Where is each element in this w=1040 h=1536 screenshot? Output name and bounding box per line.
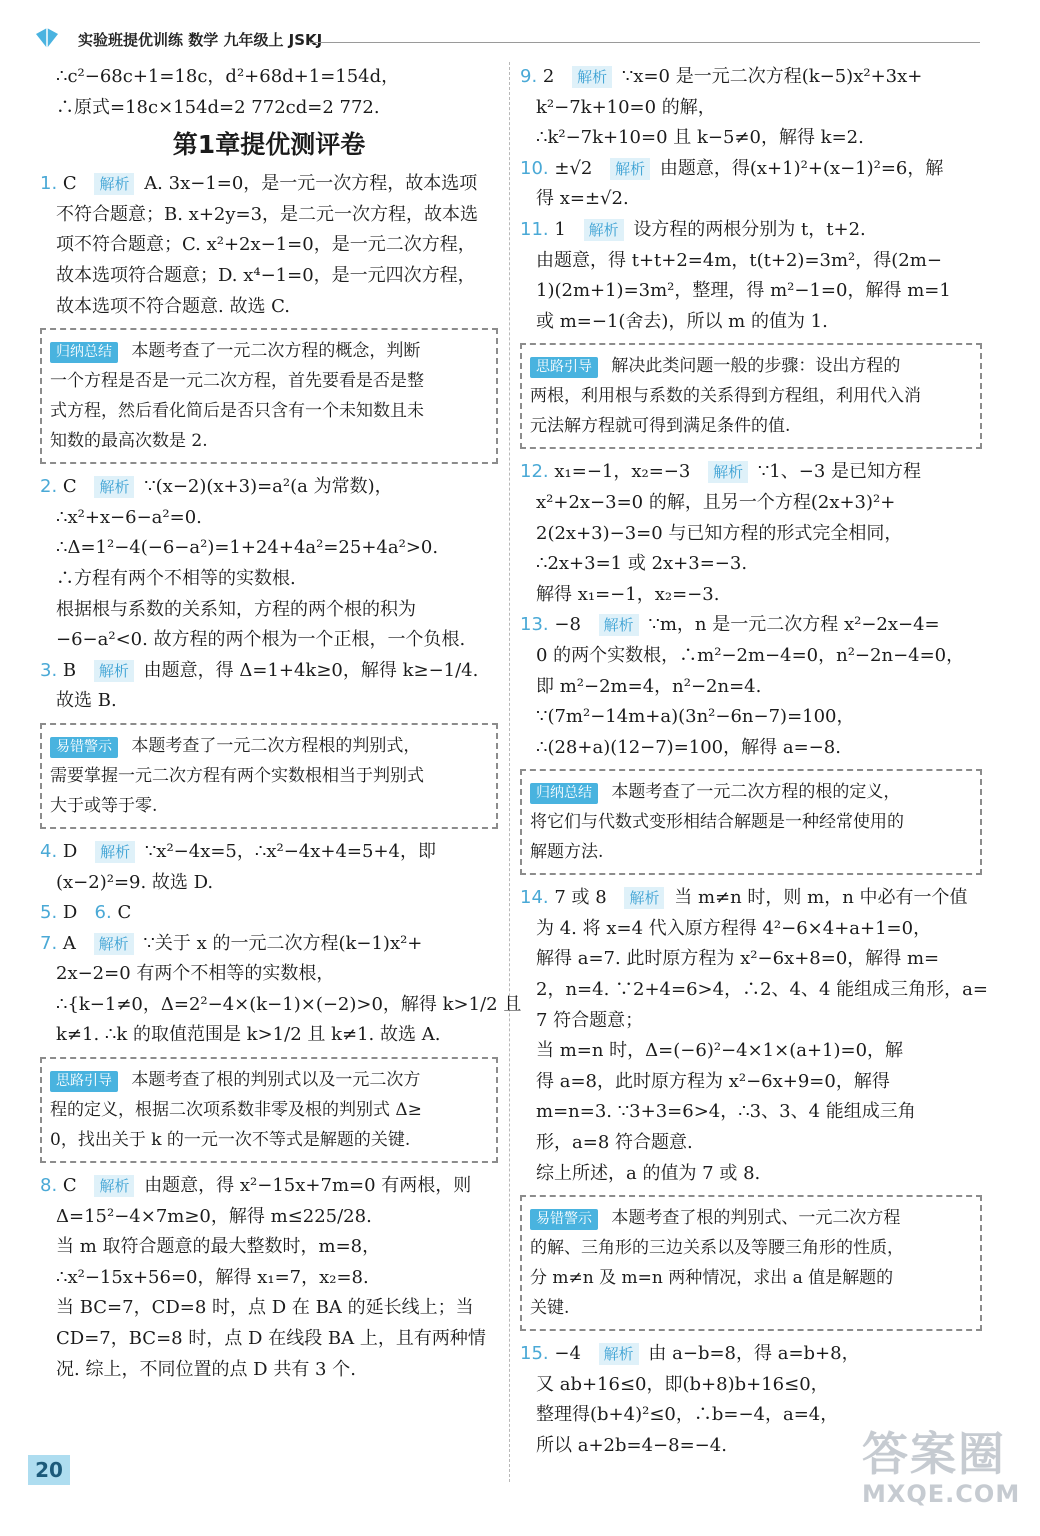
question-answer: D [62, 840, 78, 862]
question-answer: A [62, 932, 76, 954]
question-line [520, 154, 982, 185]
question-14 [520, 883, 988, 1189]
question-line: 2，n=4. ∵2+4=6>4，∴2、4、4 能组成三角形，a= [536, 979, 988, 1001]
box-tag: 思路引导 [50, 1071, 118, 1092]
header-rule [310, 42, 980, 43]
question-line: 项不符合题意；C. x²+2x−1=0，是一元二次方程， [56, 234, 476, 256]
question-line: ∴(28+a)(12−7)=100，解得 a=−8. [536, 736, 841, 758]
box-line: 大于或等于零. [50, 795, 158, 816]
question-number: 8. [40, 1175, 58, 1197]
watermark-logo [862, 1418, 1022, 1526]
question-number: 11. [520, 218, 549, 240]
question-answer: −8 [554, 614, 581, 636]
box-line [530, 1203, 972, 1233]
book-leaf-icon [34, 26, 60, 50]
question-text: 由题意，得 x²−15x+7m=0 有两根，则 [144, 1175, 472, 1197]
question-2 [40, 472, 498, 656]
question-number: 5. [40, 902, 58, 924]
question-line: 故选 B. [56, 690, 117, 712]
box-line: 分 m≠n 及 m=n 两种情况，求出 a 值是解题的 [530, 1268, 894, 1289]
question-text: 由 a−b=8，得 a=b+8， [648, 1343, 860, 1365]
box-line [530, 777, 972, 807]
summary-box [40, 328, 498, 464]
question-line: −6−a²<0. 故方程的两个根为一个正根，一个负根. [56, 629, 466, 651]
summary-box [520, 769, 982, 875]
question-line: 0 的两个实数根，∴m²−2m−4=0，n²−2n−4=0， [536, 644, 965, 666]
box-line: 式方程，然后看化简后是否只含有一个未知数且未 [50, 401, 424, 422]
left-column [40, 62, 522, 1385]
hint-box [40, 1057, 498, 1163]
question-text: 由题意，得 Δ=1+4k≥0，解得 k≥−1/4. [143, 659, 479, 681]
box-line: 关键. [530, 1298, 570, 1319]
question-line: ∴Δ=1²−4(−6−a²)=1+24+4a²=25+4a²>0. [56, 537, 439, 559]
box-line [530, 351, 972, 381]
question-answer: 7 或 8 [554, 887, 607, 909]
question-line: 整理得(b+4)²≤0，∴b=−4，a=4， [536, 1404, 839, 1426]
question-line: 当 m=n 时，Δ=(−6)²−4×1×(a+1)=0，解 [536, 1040, 904, 1062]
intro-line: ∴c²−68c+1=18c，d²+68d+1=154d， [56, 66, 400, 87]
question-line: 得 x=±√2. [536, 188, 629, 210]
question-line [520, 610, 982, 641]
question-text: ∵关于 x 的一元二次方程(k−1)x²+ [143, 932, 423, 954]
question-line: 当 BC=7，CD=8 时，点 D 在 BA 的延长线上；当 [56, 1297, 474, 1319]
question-line: 形，a=8 符合题意. [536, 1132, 693, 1154]
watermark-text: 答案圈 [862, 1427, 1006, 1481]
header-title: 实验班提优训练 数学 九年级上 JSKJ [78, 31, 323, 49]
warning-box [520, 1195, 982, 1331]
question-text: 设方程的两根分别为 t，t+2. [633, 218, 866, 240]
question-line: Δ=15²−4×7m≥0，解得 m≤225/28. [56, 1205, 372, 1227]
chapter-title: 第1章提优测评卷 [172, 130, 366, 160]
question-line: ∴2x+3=1 或 2x+3=−3. [536, 553, 748, 575]
box-text: 本题考查了一元二次方程根的判别式， [131, 735, 421, 756]
box-line: 一个方程是否是一元二次方程，首先要看是否是整 [50, 371, 424, 392]
question-line: ∴x²+x−6−a²=0. [56, 506, 202, 528]
question-line: 况. 综上，不同位置的点 D 共有 3 个. [56, 1358, 356, 1380]
question-line: 1)(2m+1)=3m²，整理，得 m²−1=0，解得 m=1 [536, 280, 951, 302]
analysis-tag: 解析 [94, 476, 134, 498]
right-column [520, 62, 988, 1462]
analysis-tag: 解析 [624, 887, 664, 909]
question-5-6 [40, 898, 498, 929]
question-line: ∴方程有两个不相等的实数根. [56, 567, 296, 589]
question-line: ∵(7m²−14m+a)(3n²−6n−7)=100， [536, 706, 855, 728]
box-tag: 易错警示 [530, 1209, 598, 1230]
question-line: 由题意，得 t+t+2=4m，t(t+2)=3m²，得(2m− [536, 249, 942, 271]
box-line: 知数的最高次数是 2. [50, 431, 208, 452]
question-line [520, 883, 982, 914]
question-line: 7 符合题意； [536, 1009, 644, 1031]
question-answer: C [62, 1175, 77, 1197]
box-text: 本题考查了一元二次方程的概念，判断 [131, 341, 421, 362]
question-line: 根据根与系数的关系知，方程的两个根的积为 [56, 598, 416, 620]
box-line: 需要掌握一元二次方程有两个实数根相当于判别式 [50, 765, 424, 786]
question-1 [40, 169, 498, 322]
question-line: 2x−2=0 有两个不相等的实数根， [56, 963, 335, 985]
analysis-tag: 解析 [599, 614, 639, 636]
question-line: 当 m 取符合题意的最大整数时，m=8， [56, 1236, 381, 1258]
box-text: 本题考查了一元二次方程的根的定义， [611, 782, 901, 803]
question-7 [40, 929, 522, 1051]
question-line: 解得 x₁=−1，x₂=−3. [536, 583, 720, 605]
question-4 [40, 837, 498, 898]
question-number: 10. [520, 157, 549, 179]
question-12 [520, 457, 982, 610]
question-text: 当 m≠n 时，则 m，n 中必有一个值 [674, 887, 968, 909]
question-answer: B [62, 659, 77, 681]
question-line: 2(2x+3)−3=0 与已知方程的形式完全相同， [536, 522, 903, 544]
question-text: 由题意，得(x+1)²+(x−1)²=6，解 [659, 157, 944, 179]
analysis-tag: 解析 [95, 841, 135, 863]
question-answer: C [62, 173, 77, 195]
question-answer: ±√2 [554, 157, 593, 179]
question-line: m=n=3. ∵3+3=6>4，∴3、3、4 能组成三角 [536, 1101, 916, 1123]
question-number: 6. [94, 902, 112, 924]
question-answer: D [62, 902, 78, 924]
question-3 [40, 656, 498, 717]
intro-line: ∴原式=18c×154d=2 772cd=2 772. [56, 96, 380, 118]
question-line: 所以 a+2b=4−8=−4. [536, 1435, 727, 1456]
question-line [40, 472, 498, 503]
analysis-tag: 解析 [94, 933, 134, 955]
question-8 [40, 1171, 498, 1385]
question-answer: C [62, 476, 77, 498]
box-text: 本题考查了根的判别式、一元二次方程 [611, 1208, 901, 1229]
analysis-tag: 解析 [94, 1175, 134, 1197]
question-line: 为 4. 将 x=4 代入原方程得 4²−6×4+a+1=0， [536, 917, 932, 939]
question-10 [520, 154, 982, 215]
box-line [50, 731, 488, 761]
question-text: ∵(x−2)(x+3)=a²(a 为常数)， [144, 476, 393, 498]
question-line [40, 169, 498, 200]
watermark-url: MXQE.COM [862, 1480, 1021, 1508]
question-9 [520, 62, 982, 154]
question-answer: 1 [554, 218, 566, 240]
question-line: x²+2x−3=0 的解，且另一个方程(2x+3)²+ [536, 491, 896, 513]
question-line: 综上所述，a 的值为 7 或 8. [536, 1162, 761, 1184]
hint-box [520, 343, 982, 449]
question-line: ∴x²−15x+56=0，解得 x₁=7，x₂=8. [56, 1266, 369, 1288]
question-text: ∵m，n 是一元二次方程 x²−2x−4= [648, 614, 940, 636]
box-line: 解题方法. [530, 842, 604, 863]
question-13 [520, 610, 982, 763]
page-header [30, 26, 980, 52]
question-line [40, 1171, 498, 1202]
question-line [520, 457, 982, 488]
box-tag: 归纳总结 [50, 342, 118, 363]
question-text: ∵x=0 是一元二次方程(k−5)x²+3x+ [621, 66, 923, 87]
question-line: ∴k²−7k+10=0 且 k−5≠0，解得 k=2. [536, 127, 864, 149]
question-line: 解得 a=7. 此时原方程为 x²−6x+8=0，解得 m= [536, 948, 940, 970]
question-text: ∵x²−4x=5，∴x²−4x+4=5+4，即 [144, 840, 436, 862]
analysis-tag: 解析 [94, 173, 134, 195]
question-line: (x−2)²=9. 故选 D. [56, 871, 214, 893]
analysis-tag: 解析 [572, 66, 612, 88]
question-number: 9. [520, 66, 538, 87]
question-line [40, 656, 498, 687]
question-line: CD=7，BC=8 时，点 D 在线段 BA 上，且有两种情 [56, 1328, 486, 1350]
question-line: 得 a=8，此时原方程为 x²−6x+9=0，解得 [536, 1070, 890, 1092]
box-tag: 归纳总结 [530, 783, 598, 804]
question-line: 故本选项不符合题意. 故选 C. [56, 295, 291, 317]
question-line [520, 215, 982, 246]
analysis-tag: 解析 [708, 461, 748, 483]
question-number: 13. [520, 614, 549, 636]
question-number: 3. [40, 659, 58, 681]
box-line [50, 1065, 488, 1095]
question-number: 15. [520, 1343, 549, 1365]
column-divider [509, 62, 510, 1482]
analysis-tag: 解析 [584, 219, 624, 241]
box-line: 将它们与代数式变形相结合解题是一种经常使用的 [530, 812, 904, 833]
box-tag: 易错警示 [50, 737, 118, 758]
question-answer: C [117, 902, 132, 924]
box-text: 本题考查了根的判别式以及一元二次方 [131, 1070, 421, 1091]
question-line: k≠1. ∴k 的取值范围是 k>1/2 且 k≠1. 故选 A. [56, 1024, 441, 1046]
question-line: k²−7k+10=0 的解， [536, 96, 716, 118]
box-line: 的解、三角形的三边关系以及等腰三角形的性质， [530, 1238, 904, 1259]
question-number: 12. [520, 461, 549, 483]
question-11 [520, 215, 982, 337]
question-line: 故本选项符合题意；D. x⁴−1=0，是一元四次方程， [56, 264, 476, 286]
question-number: 1. [40, 173, 58, 195]
analysis-tag: 解析 [599, 1343, 639, 1365]
question-line: 或 m=−1(舍去)，所以 m 的值为 1. [536, 310, 828, 332]
question-text: ∵1、−3 是已知方程 [757, 461, 921, 483]
question-number: 2. [40, 476, 58, 498]
box-line: 0，找出关于 k 的一元一次不等式是解题的关键. [50, 1130, 411, 1151]
warning-box [40, 723, 498, 829]
question-answer: 2 [542, 66, 555, 87]
page-number: 20 [28, 1455, 70, 1485]
question-number: 14. [520, 887, 549, 909]
box-line: 元法解方程就可得到满足条件的值. [530, 416, 791, 437]
question-text: A. 3x−1=0，是一元一次方程，故本选项 [144, 173, 478, 195]
box-line: 程的定义，根据二次项系数非零及根的判别式 Δ≥ [50, 1100, 422, 1121]
analysis-tag: 解析 [94, 660, 134, 682]
question-line [40, 929, 498, 960]
question-number: 7. [40, 932, 58, 954]
question-line [40, 837, 498, 868]
question-number: 4. [40, 840, 58, 862]
box-line: 两根，利用根与系数的关系得到方程组，利用代入消 [530, 386, 921, 407]
question-line: 即 m²−2m=4，n²−2n=4. [536, 675, 762, 697]
question-line: ∴{k−1≠0，Δ=2²−4×(k−1)×(−2)>0，解得 k>1/2 且 [56, 993, 522, 1015]
question-line: 不符合题意；B. x+2y=3，是二元一次方程，故本选 [56, 203, 479, 225]
analysis-tag: 解析 [610, 158, 650, 180]
box-text: 解决此类问题一般的步骤：设出方程的 [611, 356, 901, 377]
box-tag: 思路引导 [530, 357, 598, 378]
question-answer: x₁=−1，x₂=−3 [554, 461, 691, 483]
question-line [520, 62, 982, 93]
box-line [50, 336, 488, 366]
question-answer: −4 [554, 1343, 581, 1365]
question-line [520, 1339, 982, 1370]
question-line: 又 ab+16≤0，即(b+8)b+16≤0， [536, 1373, 829, 1395]
